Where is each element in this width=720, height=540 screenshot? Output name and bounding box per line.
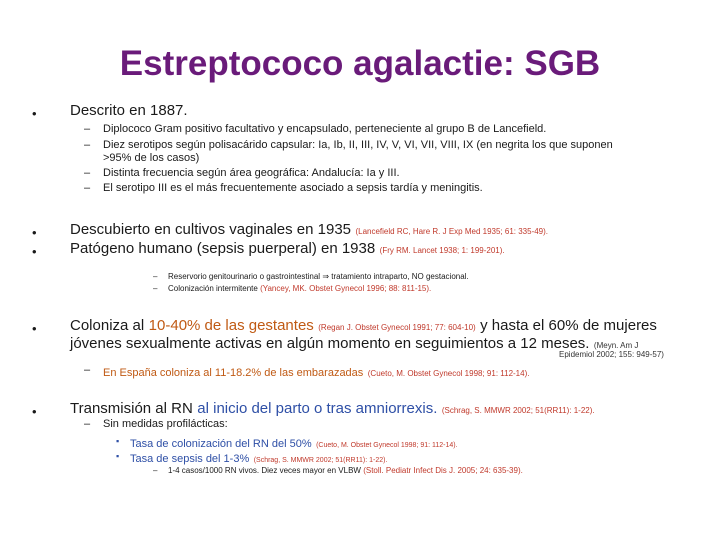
sub-reservorio: [168, 272, 469, 281]
bullet-marker: •: [32, 225, 37, 240]
ref-fry: (Fry RM. Lancet 1938; 1: 199-201).: [379, 246, 505, 255]
bullet-coloniza-line2-text: jóvenes sexualmente activas en algún momento en seguimientos a 12 meses.: [70, 335, 590, 352]
square-bullet-icon: ▪: [116, 436, 120, 446]
bullet-marker: •: [32, 404, 37, 419]
bullet-marker: •: [32, 244, 37, 259]
dash-marker: –: [84, 139, 91, 151]
bullet-marker: •: [32, 321, 37, 336]
item-sepsis-text: Tasa de sepsis del 1-3%: [130, 453, 250, 465]
ref-regan: (Regan J. Obstet Gynecol 1991; 77: 604-10): [318, 323, 476, 332]
bullet-descrito: Descrito en 1887.: [70, 102, 188, 119]
deep-casos-text: 1-4 casos/1000 RN vivos. Diez veces mayor en VLBW: [168, 466, 361, 475]
sub-serotipos-cont: >95% de los casos): [103, 152, 200, 164]
deep-casos: [168, 466, 523, 475]
ref-cueto-2: (Cueto, M. Obstet Gynecol 1998; 91: 112-14).: [316, 442, 458, 449]
sub-diplococo: Diplococo Gram positivo facultativo y encapsulado, perteneciente al grupo B de Lancefield.: [103, 123, 547, 135]
sub-reservorio-text: Reservorio genitourinario o gastrointestinal: [168, 272, 321, 281]
ref-meyn-b: Epidemiol 2002; 155: 949-57): [559, 350, 664, 359]
sub-colonizacion-text: Colonización intermitente: [168, 284, 258, 293]
sub-frecuencia: Distinta frecuencia según área geográfica: Andalucía: Ia y III.: [103, 167, 400, 179]
ref-stoll: (Stoll. Pediatr Infect Dis J. 2005; 24: 635-39).: [363, 466, 523, 475]
ref-meyn-a: (Meyn. Am J: [593, 341, 639, 350]
bullet-patogeno-text: Patógeno humano (sepsis puerperal) en 1938: [70, 240, 376, 257]
ref-yancey: (Yancey, MK. Obstet Gynecol 1996; 88: 811-15).: [260, 284, 432, 293]
square-bullet-icon: ▪: [116, 451, 120, 461]
bullet-coloniza-line2: [70, 335, 638, 353]
bullet-marker: •: [32, 106, 37, 121]
bullet-transmision: [70, 400, 595, 418]
sub-espana-text: En España coloniza al 11-18.2% de las embarazadas: [103, 367, 364, 379]
ref-lancefield: (Lancefield RC, Hare R. J Exp Med 1935; 61: 335-49).: [355, 227, 549, 236]
sub-reservorio-text2: tratamiento intraparto, NO gestacional.: [331, 272, 469, 281]
dash-marker: –: [153, 466, 158, 475]
sub-espana: [103, 363, 529, 381]
arrow-implies-icon: ⇒: [322, 272, 330, 281]
bullet-coloniza: [70, 317, 657, 335]
bullet-patogeno: [70, 240, 505, 258]
sub-serotipo-iii: El serotipo III es el más frecuentemente asociado a sepsis tardía y meningitis.: [103, 182, 483, 194]
dash-marker: –: [84, 418, 91, 430]
dash-marker: –: [84, 167, 91, 179]
dash-marker: –: [84, 123, 91, 135]
highlight-gestantes: 10-40% de las gestantes: [148, 317, 314, 334]
bullet-coloniza-pre: Coloniza al: [70, 317, 145, 334]
slide-title: Estreptococo agalactie: SGB: [119, 44, 601, 83]
dash-marker: –: [84, 364, 91, 376]
bullet-transmision-pre: Transmisión al RN: [70, 400, 193, 417]
bullet-descubierto-text: Descubierto en cultivos vaginales en 1935: [70, 221, 352, 238]
dash-marker: –: [153, 284, 158, 293]
bullet-descubierto: [70, 221, 548, 239]
dash-marker: –: [84, 182, 91, 194]
item-sepsis: [130, 449, 387, 467]
ref-schrag-2: (Schrag, S. MMWR 2002; 51(RR11): 1-22).: [253, 457, 388, 464]
dash-marker: –: [153, 272, 158, 281]
sub-sin-medidas: Sin medidas profilácticas:: [103, 418, 228, 430]
ref-schrag: (Schrag, S. MMWR 2002; 51(RR11): 1-22).: [441, 406, 595, 415]
item-colonizacion-rn-text: Tasa de colonización del RN del 50%: [130, 438, 312, 450]
bullet-coloniza-post: y hasta el 60% de mujeres: [480, 317, 657, 334]
ref-cueto: (Cueto, M. Obstet Gynecol 1998; 91: 112-14).: [367, 369, 530, 378]
highlight-parto: al inicio del parto o tras amniorrexis.: [197, 400, 438, 417]
sub-colonizacion: [168, 284, 431, 293]
sub-serotipos: Diez serotipos según polisacárido capsular: Ia, Ib, II, III, IV, V, VI, VII, VIII, IX (en negrita los que suponen: [103, 139, 613, 151]
